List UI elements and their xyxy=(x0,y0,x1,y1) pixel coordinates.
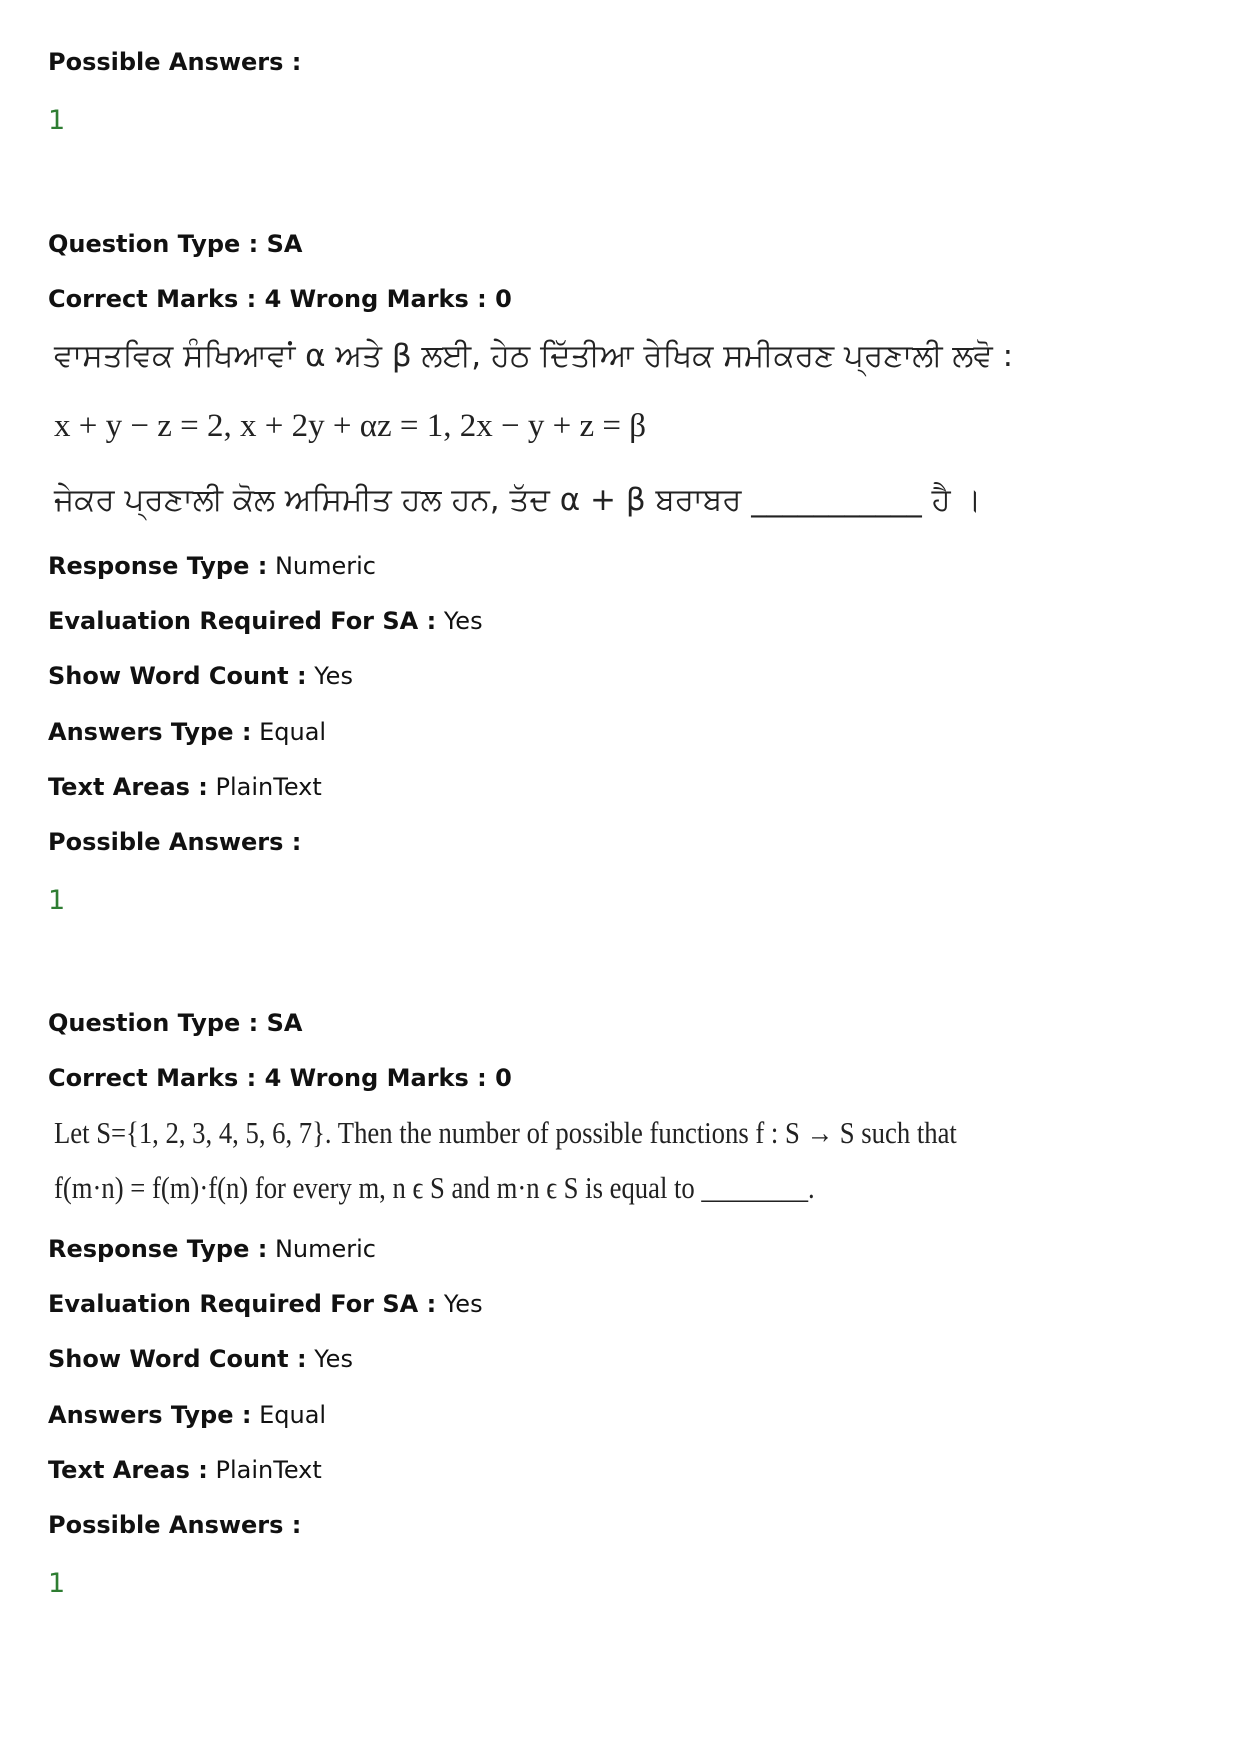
question-text-line-1: ਵਾਸਤਵਿਕ ਸੰਖਿਆਵਾਂ α ਅਤੇ β ਲਈ, ਹੇਠ ਦਿੱਤੀਆ ਰੇਖਿਕ ਸਮੀਕਰਣ ਪ੍ਰਣਾਲੀ ਲਵੋ : xyxy=(54,338,1014,374)
response-type: Response Type : Numeric xyxy=(48,552,376,580)
question-type: Question Type : SA xyxy=(48,230,303,258)
possible-answers-label: Possible Answers : xyxy=(48,828,302,856)
possible-answer-value: 1 xyxy=(48,1568,66,1599)
question-text-line-1: Let S={1, 2, 3, 4, 5, 6, 7}. Then the number of possible functions f : S → S such that xyxy=(54,1115,957,1150)
possible-answer-value: 1 xyxy=(48,105,66,136)
marks-info: Correct Marks : 4 Wrong Marks : 0 xyxy=(48,1064,512,1092)
show-word-count: Show Word Count : Yes xyxy=(48,1345,353,1373)
question-text-line-2: f(m·n) = f(m)·f(n) for every m, n ϵ S and m·n ϵ S is equal to ________. xyxy=(54,1170,815,1205)
answers-type: Answers Type : Equal xyxy=(48,1401,327,1429)
marks-info: Correct Marks : 4 Wrong Marks : 0 xyxy=(48,285,512,313)
response-type: Response Type : Numeric xyxy=(48,1235,376,1263)
possible-answers-label: Possible Answers : xyxy=(48,1511,302,1539)
show-word-count: Show Word Count : Yes xyxy=(48,662,353,690)
answers-type: Answers Type : Equal xyxy=(48,718,327,746)
question-text-line-3: ਜੇਕਰ ਪ੍ਰਣਾਲੀ ਕੋਲ ਅਸਿਮੀਤ ਹਲ ਹਨ, ਤੱਦ α + β ਬਰਾਬਰ ___________ ਹੈ । xyxy=(54,482,982,518)
evaluation-required: Evaluation Required For SA : Yes xyxy=(48,607,483,635)
possible-answers-label: Possible Answers : xyxy=(48,48,302,76)
possible-answer-value: 1 xyxy=(48,885,66,916)
question-type: Question Type : SA xyxy=(48,1009,303,1037)
question-equations: x + y − z = 2, x + 2y + αz = 1, 2x − y + z = β xyxy=(54,408,647,444)
evaluation-required: Evaluation Required For SA : Yes xyxy=(48,1290,483,1318)
text-areas: Text Areas : PlainText xyxy=(48,1456,322,1484)
text-areas: Text Areas : PlainText xyxy=(48,773,322,801)
